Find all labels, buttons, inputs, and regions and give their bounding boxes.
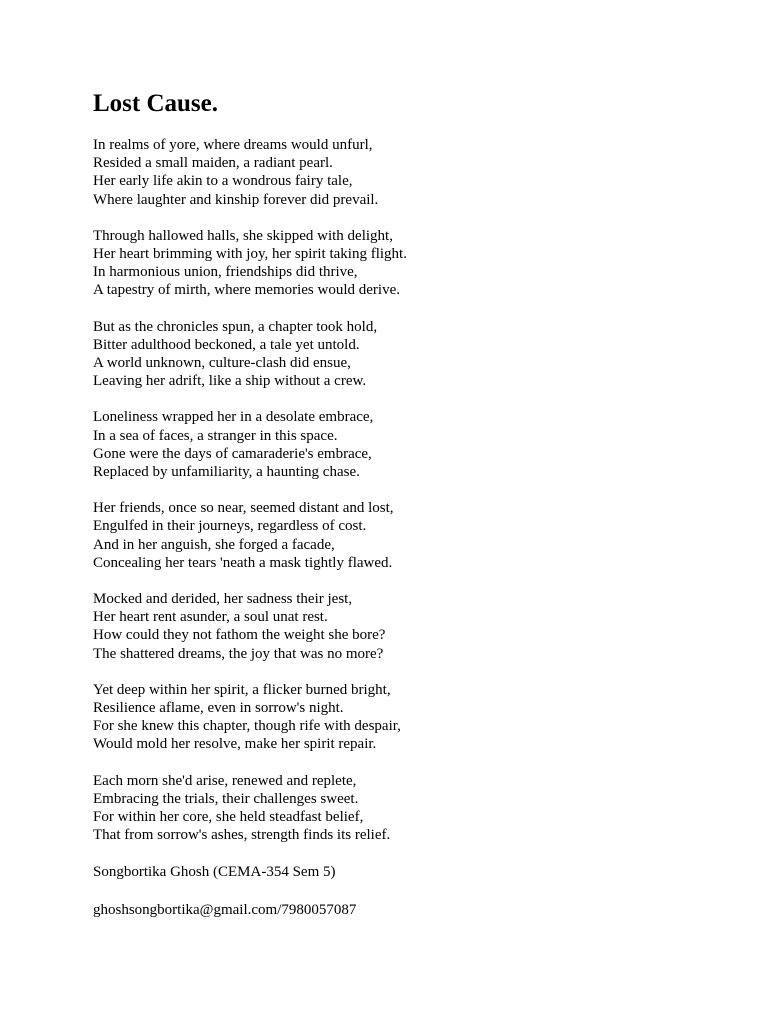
poem-line: Resided a small maiden, a radiant pearl. [93, 155, 333, 172]
poem-title: Lost Cause. [93, 90, 219, 117]
poem-line: A world unknown, culture-clash did ensue, [93, 355, 351, 372]
document-page [93, 88, 733, 919]
poem-line: Leaving her adrift, like a ship without a crew. [93, 373, 367, 390]
poem-line: Her early life akin to a wondrous fairy tale, [93, 173, 353, 190]
poem-line: Engulfed in their journeys, regardless of cost. [93, 518, 367, 535]
poem-line: A tapestry of mirth, where memories would derive. [93, 282, 401, 299]
stanza-6 [93, 590, 733, 663]
stanza-3 [93, 318, 733, 391]
poem-line: Her friends, once so near, seemed distant and lost, [93, 500, 394, 517]
poem-line: Mocked and derided, her sadness their jest, [93, 591, 353, 608]
stanza-8 [93, 772, 733, 845]
poem-line: For within her core, she held steadfast belief, [93, 809, 364, 826]
poem-line: Where laughter and kinship forever did prevail. [93, 191, 379, 208]
poem-body [93, 136, 733, 845]
stanza-1 [93, 136, 733, 209]
poem-line: Her heart brimming with joy, her spirit taking flight. [93, 246, 407, 263]
poem-line: Loneliness wrapped her in a desolate embrace, [93, 409, 374, 426]
poem-line: Concealing her tears 'neath a mask tightly flawed. [93, 554, 393, 571]
poem-line: Through hallowed halls, she skipped with delight, [93, 227, 393, 244]
poem-line: Bitter adulthood beckoned, a tale yet untold. [93, 336, 360, 353]
poem-line: Each morn she'd arise, renewed and replete, [93, 772, 357, 789]
poem-line: Yet deep within her spirit, a flicker burned bright, [93, 681, 391, 698]
stanza-5 [93, 499, 733, 572]
poem-line: That from sorrow's ashes, strength finds its relief. [93, 827, 391, 844]
poem-line: Would mold her resolve, make her spirit repair. [93, 736, 377, 753]
poem-line: In harmonious union, friendships did thrive, [93, 264, 358, 281]
poem-line: And in her anguish, she forged a facade, [93, 536, 335, 553]
poem-line: For she knew this chapter, though rife with despair, [93, 718, 401, 735]
poem-line: Replaced by unfamiliarity, a haunting chase. [93, 464, 360, 481]
poem-line: In realms of yore, where dreams would unfurl, [93, 137, 373, 153]
stanza-7 [93, 681, 733, 754]
poem-line: The shattered dreams, the joy that was no more? [93, 645, 384, 662]
poem-line: Gone were the days of camaraderie's embrace, [93, 445, 372, 462]
poem-line: Resilience aflame, even in sorrow's night. [93, 700, 344, 717]
poem-line: In a sea of faces, a stranger in this space. [93, 427, 338, 444]
stanza-2 [93, 227, 733, 300]
poem-line: Her heart rent asunder, a soul unat rest. [93, 609, 328, 626]
poem-line: Embracing the trials, their challenges sweet. [93, 790, 359, 807]
author-credit: Songbortika Ghosh (CEMA-354 Sem 5) [93, 863, 336, 880]
poem-line: How could they not fathom the weight she bore? [93, 627, 386, 644]
stanza-4 [93, 408, 733, 481]
author-contact: ghoshsongbortika@gmail.com/7980057087 [93, 901, 357, 918]
poem-line: But as the chronicles spun, a chapter took hold, [93, 318, 378, 335]
